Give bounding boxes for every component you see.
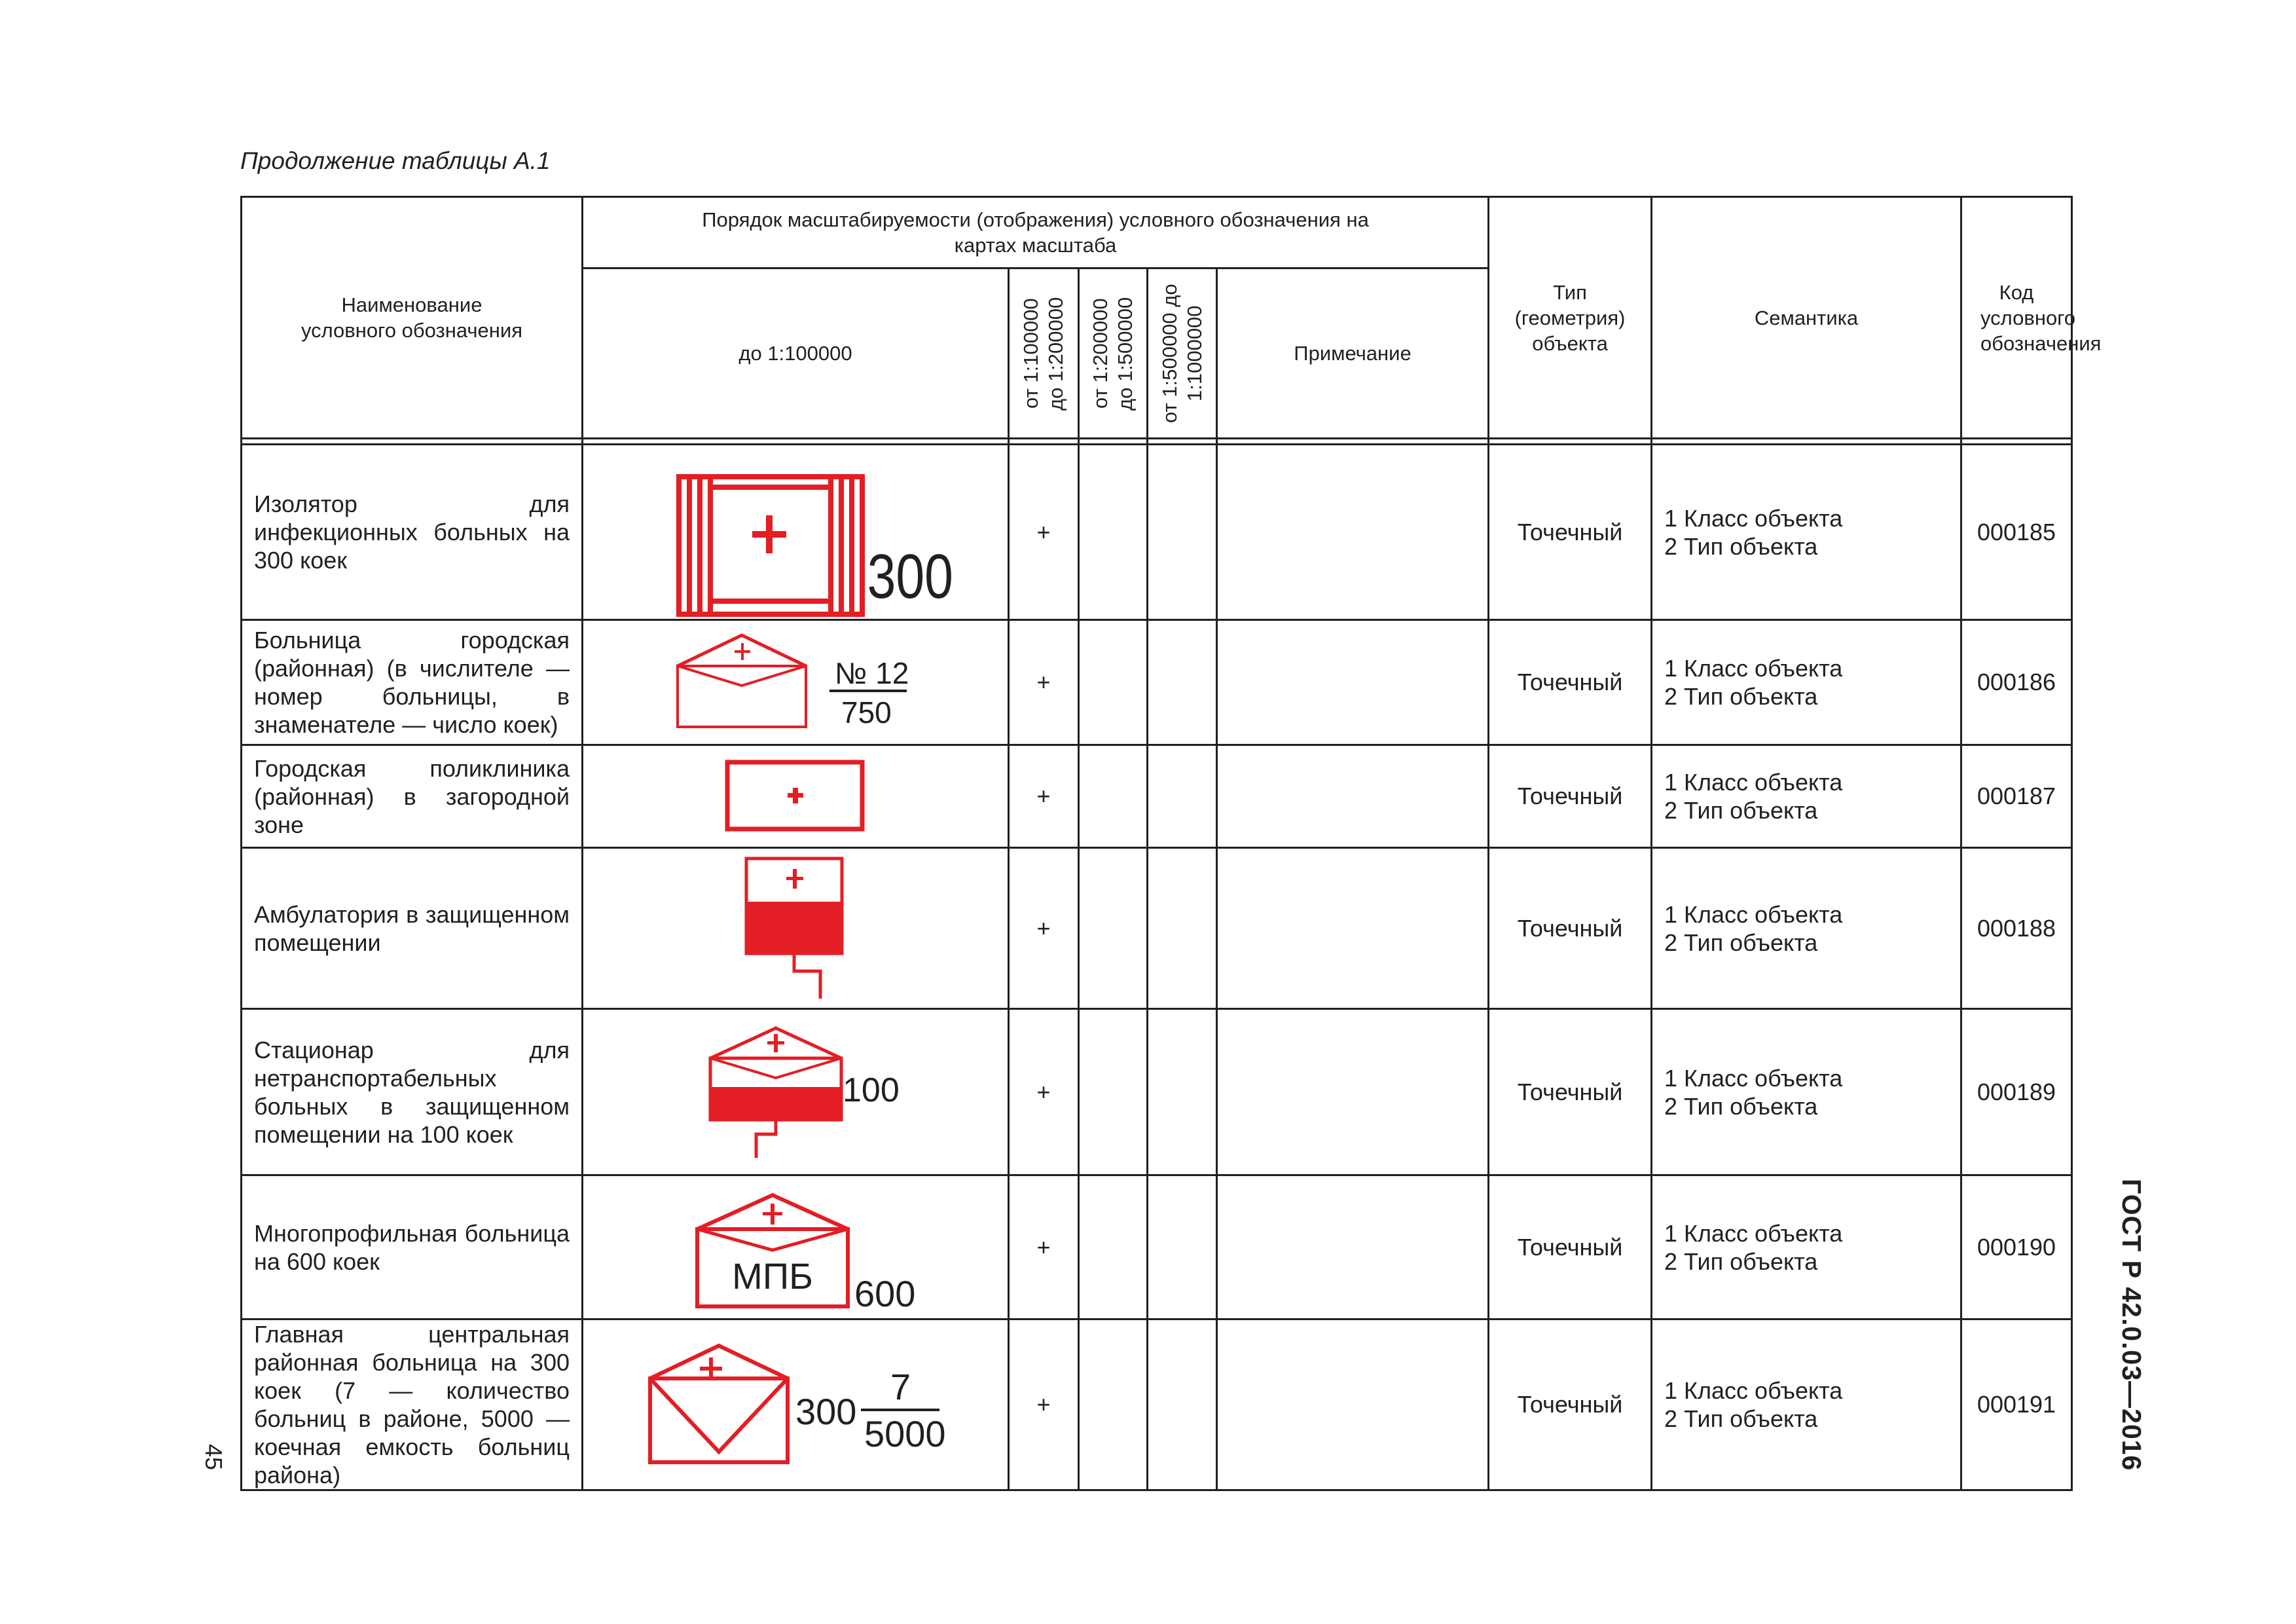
geometry-type: Точечный — [1489, 445, 1652, 620]
polyclinic-symbol — [723, 757, 867, 836]
symbol-code: 000187 — [1961, 745, 2072, 848]
capacity-label: 300 — [867, 541, 953, 612]
header-scale-1: до 1:100000 — [583, 268, 1009, 439]
symbol-cell — [583, 745, 1009, 848]
header-scale-4: от 1:500000 до 1:1000000 — [1148, 268, 1217, 439]
scale-mark: + — [1009, 1320, 1079, 1490]
header-name: Наименование условного обозначения — [242, 197, 583, 439]
numerator-label: 7 — [890, 1366, 911, 1407]
table-row — [242, 745, 2072, 848]
scale-mark: + — [1009, 620, 1079, 745]
isolator-symbol — [651, 457, 953, 612]
symbol-cell — [583, 1175, 1009, 1320]
symbol-cell — [583, 1320, 1009, 1490]
scale-mark: + — [1009, 1175, 1079, 1320]
symbol-table — [240, 196, 2102, 1491]
symbol-name: Больница городская (районная) (в числителе — номер больницы, в знаменателе — число коек) — [242, 620, 583, 745]
geometry-type: Точечный — [1489, 1320, 1652, 1490]
scale-mark: + — [1009, 445, 1079, 620]
multiprofile-hospital-symbol — [671, 1182, 920, 1313]
symbol-name: Главная центральная районная больница на 300 коек (7 — количество больниц в районе, 5000 — коечная емкость больниц района) — [242, 1320, 583, 1490]
central-district-hospital-symbol — [638, 1339, 953, 1470]
header-note: Примечание — [1217, 268, 1489, 439]
semantics: 1 Класс объекта 2 Тип объекта — [1652, 1320, 1961, 1490]
capacity-label: 600 — [854, 1272, 916, 1314]
symbol-name: Многопрофильная больница на 600 коек — [242, 1175, 583, 1320]
capacity-label: 100 — [843, 1071, 900, 1109]
document-title: ГОСТ Р 42.0.03—2016 — [2117, 1179, 2147, 1471]
page-number: 45 — [200, 1444, 227, 1471]
symbol-name: Амбулатория в защищенном помещении — [242, 848, 583, 1009]
scale-mark: + — [1009, 745, 1079, 848]
symbol-name: Изолятор для инфекционных больных на 300 коек — [242, 445, 583, 620]
header-geometry: Тип (геометрия) объекта — [1489, 197, 1652, 439]
symbol-code: 000188 — [1961, 848, 2072, 1009]
numerator-label: № 12 — [835, 656, 909, 690]
geometry-type: Точечный — [1489, 745, 1652, 848]
denominator-label: 750 — [841, 695, 892, 729]
semantics: 1 Класс объекта 2 Тип объекта — [1652, 1009, 1961, 1175]
geometry-type: Точечный — [1489, 1175, 1652, 1320]
symbol-code: 000191 — [1961, 1320, 2072, 1490]
ambulatory-symbol — [743, 853, 848, 1004]
symbol-cell — [583, 848, 1009, 1009]
symbol-code: 000185 — [1961, 445, 2072, 620]
symbol-code: 000189 — [1961, 1009, 2072, 1175]
semantics: 1 Класс объекта 2 Тип объекта — [1652, 1175, 1961, 1320]
table-row — [242, 1009, 2072, 1175]
semantics: 1 Класс объекта 2 Тип объекта — [1652, 848, 1961, 1009]
symbol-cell — [583, 620, 1009, 745]
symbol-name: Стационар для нетранспортабельных больных в защищенном помещении на 100 коек — [242, 1009, 583, 1175]
table-row — [242, 1175, 2072, 1320]
header-scale-2: от 1:100000 до 1:200000 — [1009, 268, 1079, 439]
hospital-abbreviation: МПБ — [732, 1255, 813, 1297]
geometry-type: Точечный — [1489, 1009, 1652, 1175]
header-code: Код условного обозначения — [1961, 197, 2072, 439]
header-scale-3: от 1:200000 до 1:500000 — [1079, 268, 1148, 439]
semantics: 1 Класс объекта 2 Тип объекта — [1652, 745, 1961, 848]
table-row — [242, 848, 2072, 1009]
scale-mark: + — [1009, 1009, 1079, 1175]
symbol-cell — [583, 1009, 1009, 1175]
semantics: 1 Класс объекта 2 Тип объекта — [1652, 620, 1961, 745]
geometry-type: Точечный — [1489, 620, 1652, 745]
scale-mark: + — [1009, 848, 1079, 1009]
denominator-label: 5000 — [864, 1413, 946, 1454]
table-row — [242, 445, 2072, 620]
table-row — [242, 620, 2072, 745]
symbol-code: 000186 — [1961, 620, 2072, 745]
semantics: 1 Класс объекта 2 Тип объекта — [1652, 445, 1961, 620]
symbol-name: Городская поликлиника (районная) в загородной зоне — [242, 745, 583, 848]
header-semantics: Семантика — [1652, 197, 1961, 439]
header-scale-group: Порядок масштабируемости (отображения) условного обозначения на картах масштаба — [583, 197, 1489, 268]
stationary-symbol — [691, 1022, 900, 1162]
table-caption: Продолжение таблицы А.1 — [240, 147, 551, 174]
city-hospital-symbol — [671, 630, 920, 735]
geometry-type: Точечный — [1489, 848, 1652, 1009]
capacity-label: 300 — [795, 1391, 857, 1432]
symbol-code: 000190 — [1961, 1175, 2072, 1320]
symbol-cell — [583, 445, 1009, 620]
table-row — [242, 1320, 2072, 1490]
